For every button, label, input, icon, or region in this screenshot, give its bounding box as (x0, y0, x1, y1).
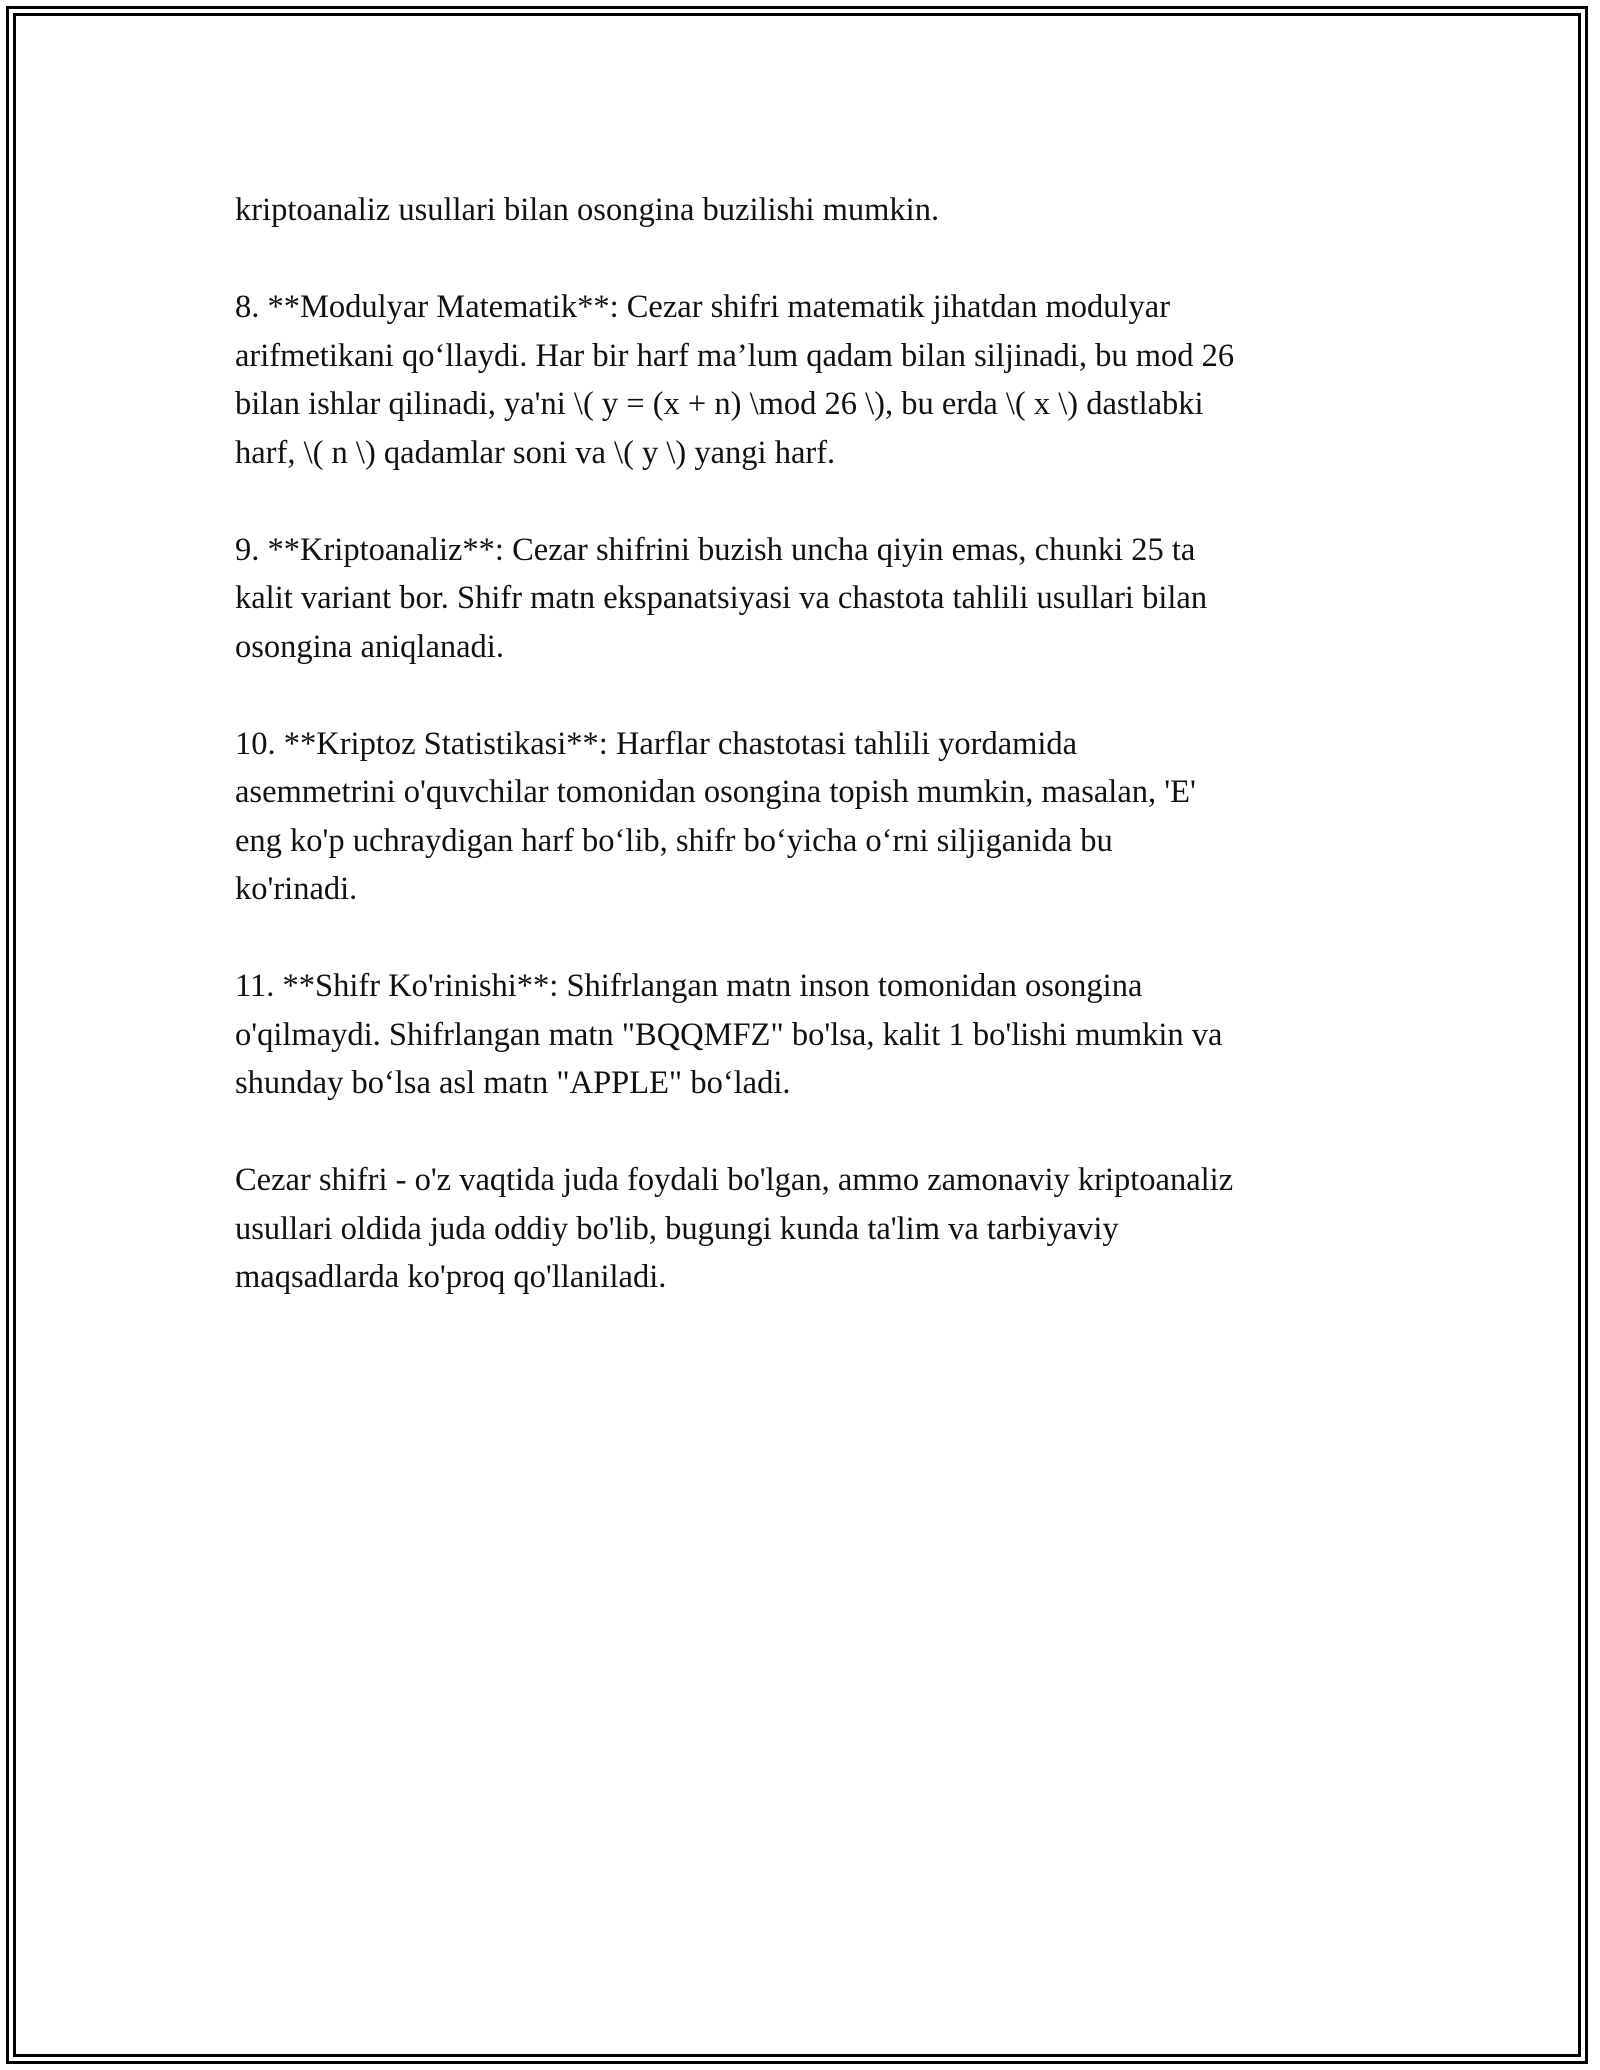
text-line: arifmetikani qo‘llaydi. Har bir harf ma’lum qadam bilan siljinadi, bu mod 26 (235, 337, 1235, 374)
document-body (235, 186, 1375, 1350)
text-line: o'qilmaydi. Shifrlangan matn "BQQMFZ" bo'lsa, kalit 1 bo'lishi mumkin va (235, 1016, 1223, 1053)
text-line: shunday bo‘lsa asl matn "APPLE" bo‘ladi. (235, 1065, 791, 1101)
paragraph-item-11-cipher-view (235, 962, 1375, 1108)
paragraph-continuation (235, 186, 1375, 235)
text-line: asemmetrini o'quvchilar tomonidan osongina topish mumkin, masalan, 'E' (235, 774, 1196, 810)
text-line: 9. **Kriptoanaliz**: Cezar shifrini buzish uncha qiyin emas, chunki 25 ta (235, 531, 1196, 568)
paragraph-item-8-modular-math (235, 283, 1375, 477)
paragraph-item-9-cryptanalysis (235, 526, 1375, 672)
text-line: harf, \( n \) qadamlar soni va \( y \) yangi harf. (235, 434, 836, 471)
text-line: maqsadlarda ko'proq qo'llaniladi. (235, 1259, 667, 1295)
text-line: ko'rinadi. (235, 871, 358, 907)
text-line: usullari oldida juda oddiy bo'lib, bugungi kunda ta'lim va tarbiyaviy (235, 1210, 1119, 1247)
text-line: 8. **Modulyar Matematik**: Cezar shifri matematik jihatdan modulyar (235, 289, 1171, 325)
text-line: osongina aniqlanadi. (235, 628, 504, 665)
text-line: Cezar shifri - o'z vaqtida juda foydali bo'lgan, ammo zamonaviy kriptoanaliz (235, 1162, 1234, 1198)
text-line: kriptoanaliz usullari bilan osongina buzilishi mumkin. (235, 192, 940, 228)
text-line: bilan ishlar qilinadi, ya'ni \( y = (x + n) \mod 26 \), bu erda \( x \) dastlabki (235, 386, 1204, 422)
paragraph-item-10-statistics (235, 720, 1375, 914)
text-line: eng ko'p uchraydigan harf bo‘lib, shifr bo‘yicha o‘rni siljiganida bu (235, 822, 1113, 859)
text-line: 11. **Shifr Ko'rinishi**: Shifrlangan matn inson tomonidan osongina (235, 968, 1143, 1004)
text-line: kalit variant bor. Shifr matn ekspanatsiyasi va chastota tahlili usullari bilan (235, 580, 1208, 616)
text-line: 10. **Kriptoz Statistikasi**: Harflar chastotasi tahlili yordamida (235, 725, 1078, 762)
paragraph-conclusion (235, 1156, 1375, 1302)
